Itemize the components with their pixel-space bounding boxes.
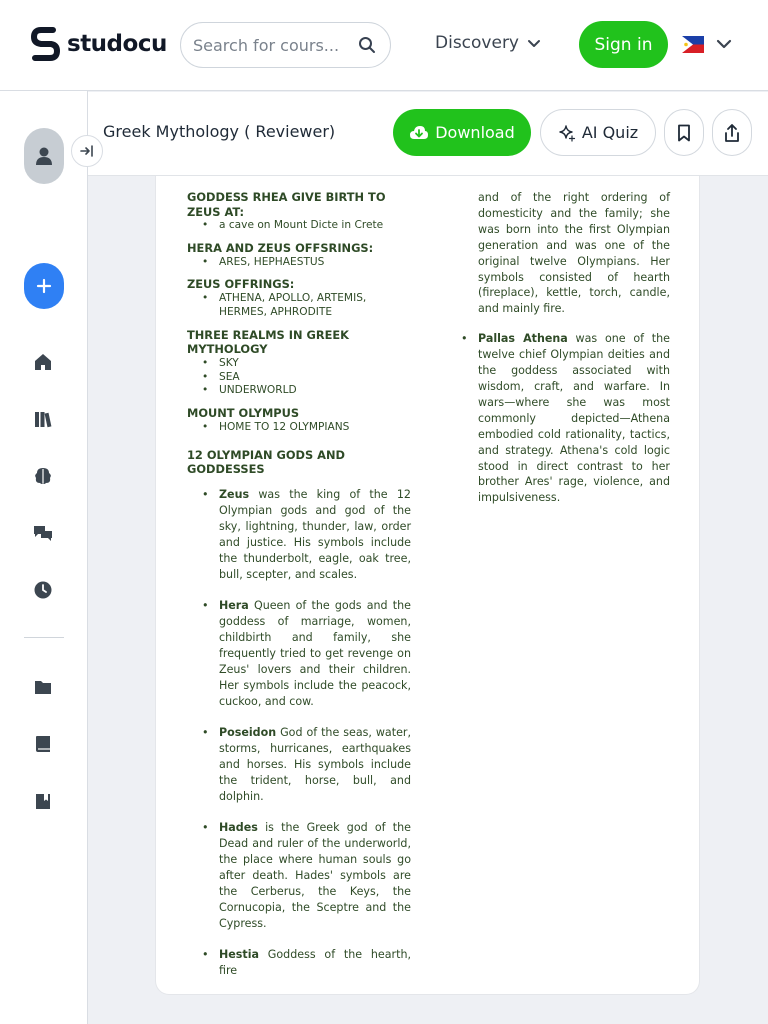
left-column: [187, 190, 411, 994]
god-name: Hades: [219, 820, 258, 834]
ai-quiz-label: AI Quiz: [581, 123, 639, 142]
save-bookmark-button[interactable]: [664, 109, 704, 156]
bookmark-icon: [677, 124, 691, 142]
share-icon: [724, 123, 740, 143]
document-toolbar: [88, 92, 768, 176]
god-entry: [219, 820, 411, 932]
section-heading: 12 OLYMPIAN GODS AND GODDESSES: [187, 447, 345, 477]
section-heading: MOUNT OLYMPUS: [187, 406, 300, 421]
recent-clock-icon[interactable]: [32, 579, 54, 601]
document-title: Greek Mythology ( Reviewer): [103, 122, 336, 141]
discovery-label: Discovery: [435, 33, 519, 53]
plus-icon: [36, 278, 52, 294]
section-heading: ZEUS OFFRINGS:: [187, 277, 295, 292]
god-name: Pallas Athena: [478, 332, 568, 346]
bullet-list: [187, 256, 411, 270]
list-item: • SEA: [219, 371, 411, 385]
search-icon[interactable]: [358, 36, 376, 54]
god-description: God of the seas, water, storms, hurricanes, earthquakes and horses. His symbols include the trident, horse, bull, and dolphin.: [219, 725, 411, 803]
document-page: [155, 176, 700, 995]
library-icon[interactable]: [32, 408, 54, 430]
user-icon: [35, 146, 53, 166]
studocu-logo-icon: [31, 26, 63, 62]
section-heading: HERA AND ZEUS OFFSRINGS:: [187, 240, 374, 255]
arrow-right-bar-icon: [80, 144, 94, 158]
god-entry: [219, 487, 411, 583]
list-item: • a cave on Mount Dicte in Crete: [219, 219, 411, 233]
bookmark-book-icon[interactable]: [32, 790, 54, 812]
god-description: Goddess of the hearth, fire: [219, 947, 411, 977]
folder-icon[interactable]: [32, 676, 54, 698]
top-header: [0, 0, 768, 91]
chevron-down-icon: [527, 36, 541, 50]
bullet-list: [187, 421, 411, 435]
god-name: Hestia: [219, 947, 260, 961]
ai-quiz-button[interactable]: [540, 109, 656, 156]
list-item: • ATHENA, APOLLO, ARTEMIS, HERMES, APHRODITE: [219, 292, 411, 320]
section-heading: GODDESS RHEA GIVE BIRTH TO ZEUS AT:: [187, 190, 386, 219]
section-heading: THREE REALMS IN GREEK MYTHOLOGY: [187, 327, 349, 357]
god-name: Poseidon: [219, 725, 277, 739]
search-input[interactable]: [193, 36, 343, 55]
hestia-continuation: and of the right ordering of domesticity and the family; she was born into the first Olympian generation and was one of the original twelve Olympians. Her symbols consisted of hearth (fireplace), kettle, torch, candle, and mainly fire.: [478, 191, 670, 316]
list-item: • HOME TO 12 OLYMPIANS: [219, 421, 411, 435]
god-description: was one of the twelve chief Olympian deities and the goddess associated with wisdom, craft, and warfare. In wars—where she was most commonly depicted—Athena embodied cold rationality, tactics, and strategy. Athena's cold logic stood in direct contrast to her brother Ares' rage, violence, and impulsiveness.: [478, 332, 670, 505]
right-column: [458, 190, 670, 506]
avatar[interactable]: [24, 128, 64, 184]
download-label: Download: [435, 123, 515, 142]
god-description: was the king of the 12 Olympian gods and god of the sky, lightning, thunder, law, order and justice. His symbols include the thunderbolt, eagle, oak tree, bull, scepter, and scales.: [219, 487, 411, 581]
sign-in-label: Sign in: [594, 34, 653, 55]
list-item: • SKY: [219, 357, 411, 371]
sidebar-divider: [24, 637, 64, 638]
language-chevron-down-icon[interactable]: [716, 36, 732, 52]
sign-in-button[interactable]: [579, 21, 668, 68]
studocu-logo[interactable]: [31, 26, 167, 62]
list-item: • ARES, HEPHAESTUS: [219, 256, 411, 270]
sidebar: [0, 91, 88, 1024]
bullet-list: [187, 357, 411, 398]
god-entry: [219, 725, 411, 805]
bullet-list: [458, 331, 670, 506]
sparkle-icon: [558, 124, 576, 142]
bullet-list: [187, 292, 411, 320]
ai-brain-icon[interactable]: [32, 465, 54, 487]
brand-name: studocu: [67, 31, 167, 57]
add-button[interactable]: [24, 263, 64, 309]
bullet-list: [187, 219, 411, 233]
share-button[interactable]: [712, 109, 752, 156]
download-button[interactable]: [393, 109, 531, 156]
god-name: Zeus: [219, 487, 250, 501]
home-icon[interactable]: [32, 351, 54, 373]
list-item: • UNDERWORLD: [219, 384, 411, 398]
god-description: Queen of the gods and the goddess of marriage, women, childbirth and family, she frequently tried to get revenge on Zeus' lovers and their children. Her symbols include the peacock, cuckoo, and cow.: [219, 598, 411, 708]
god-entry: [219, 598, 411, 710]
search-box[interactable]: [180, 22, 391, 68]
philippines-flag-icon[interactable]: [682, 36, 704, 53]
expand-sidebar-button[interactable]: [71, 135, 103, 167]
chat-icon[interactable]: [32, 522, 54, 544]
god-name: Hera: [219, 598, 249, 612]
discovery-menu[interactable]: [435, 33, 541, 53]
god-entry: [478, 331, 670, 506]
book-icon[interactable]: [32, 733, 54, 755]
god-entry: [219, 947, 411, 979]
gods-list: [187, 487, 411, 979]
cloud-download-icon: [409, 125, 429, 141]
god-description: is the Greek god of the Dead and ruler of the underworld, the place where human souls go after death. Hades' symbols are the Cerberus, the Keys, the Cornucopia, the Sceptre and the Cypress.: [219, 820, 411, 930]
